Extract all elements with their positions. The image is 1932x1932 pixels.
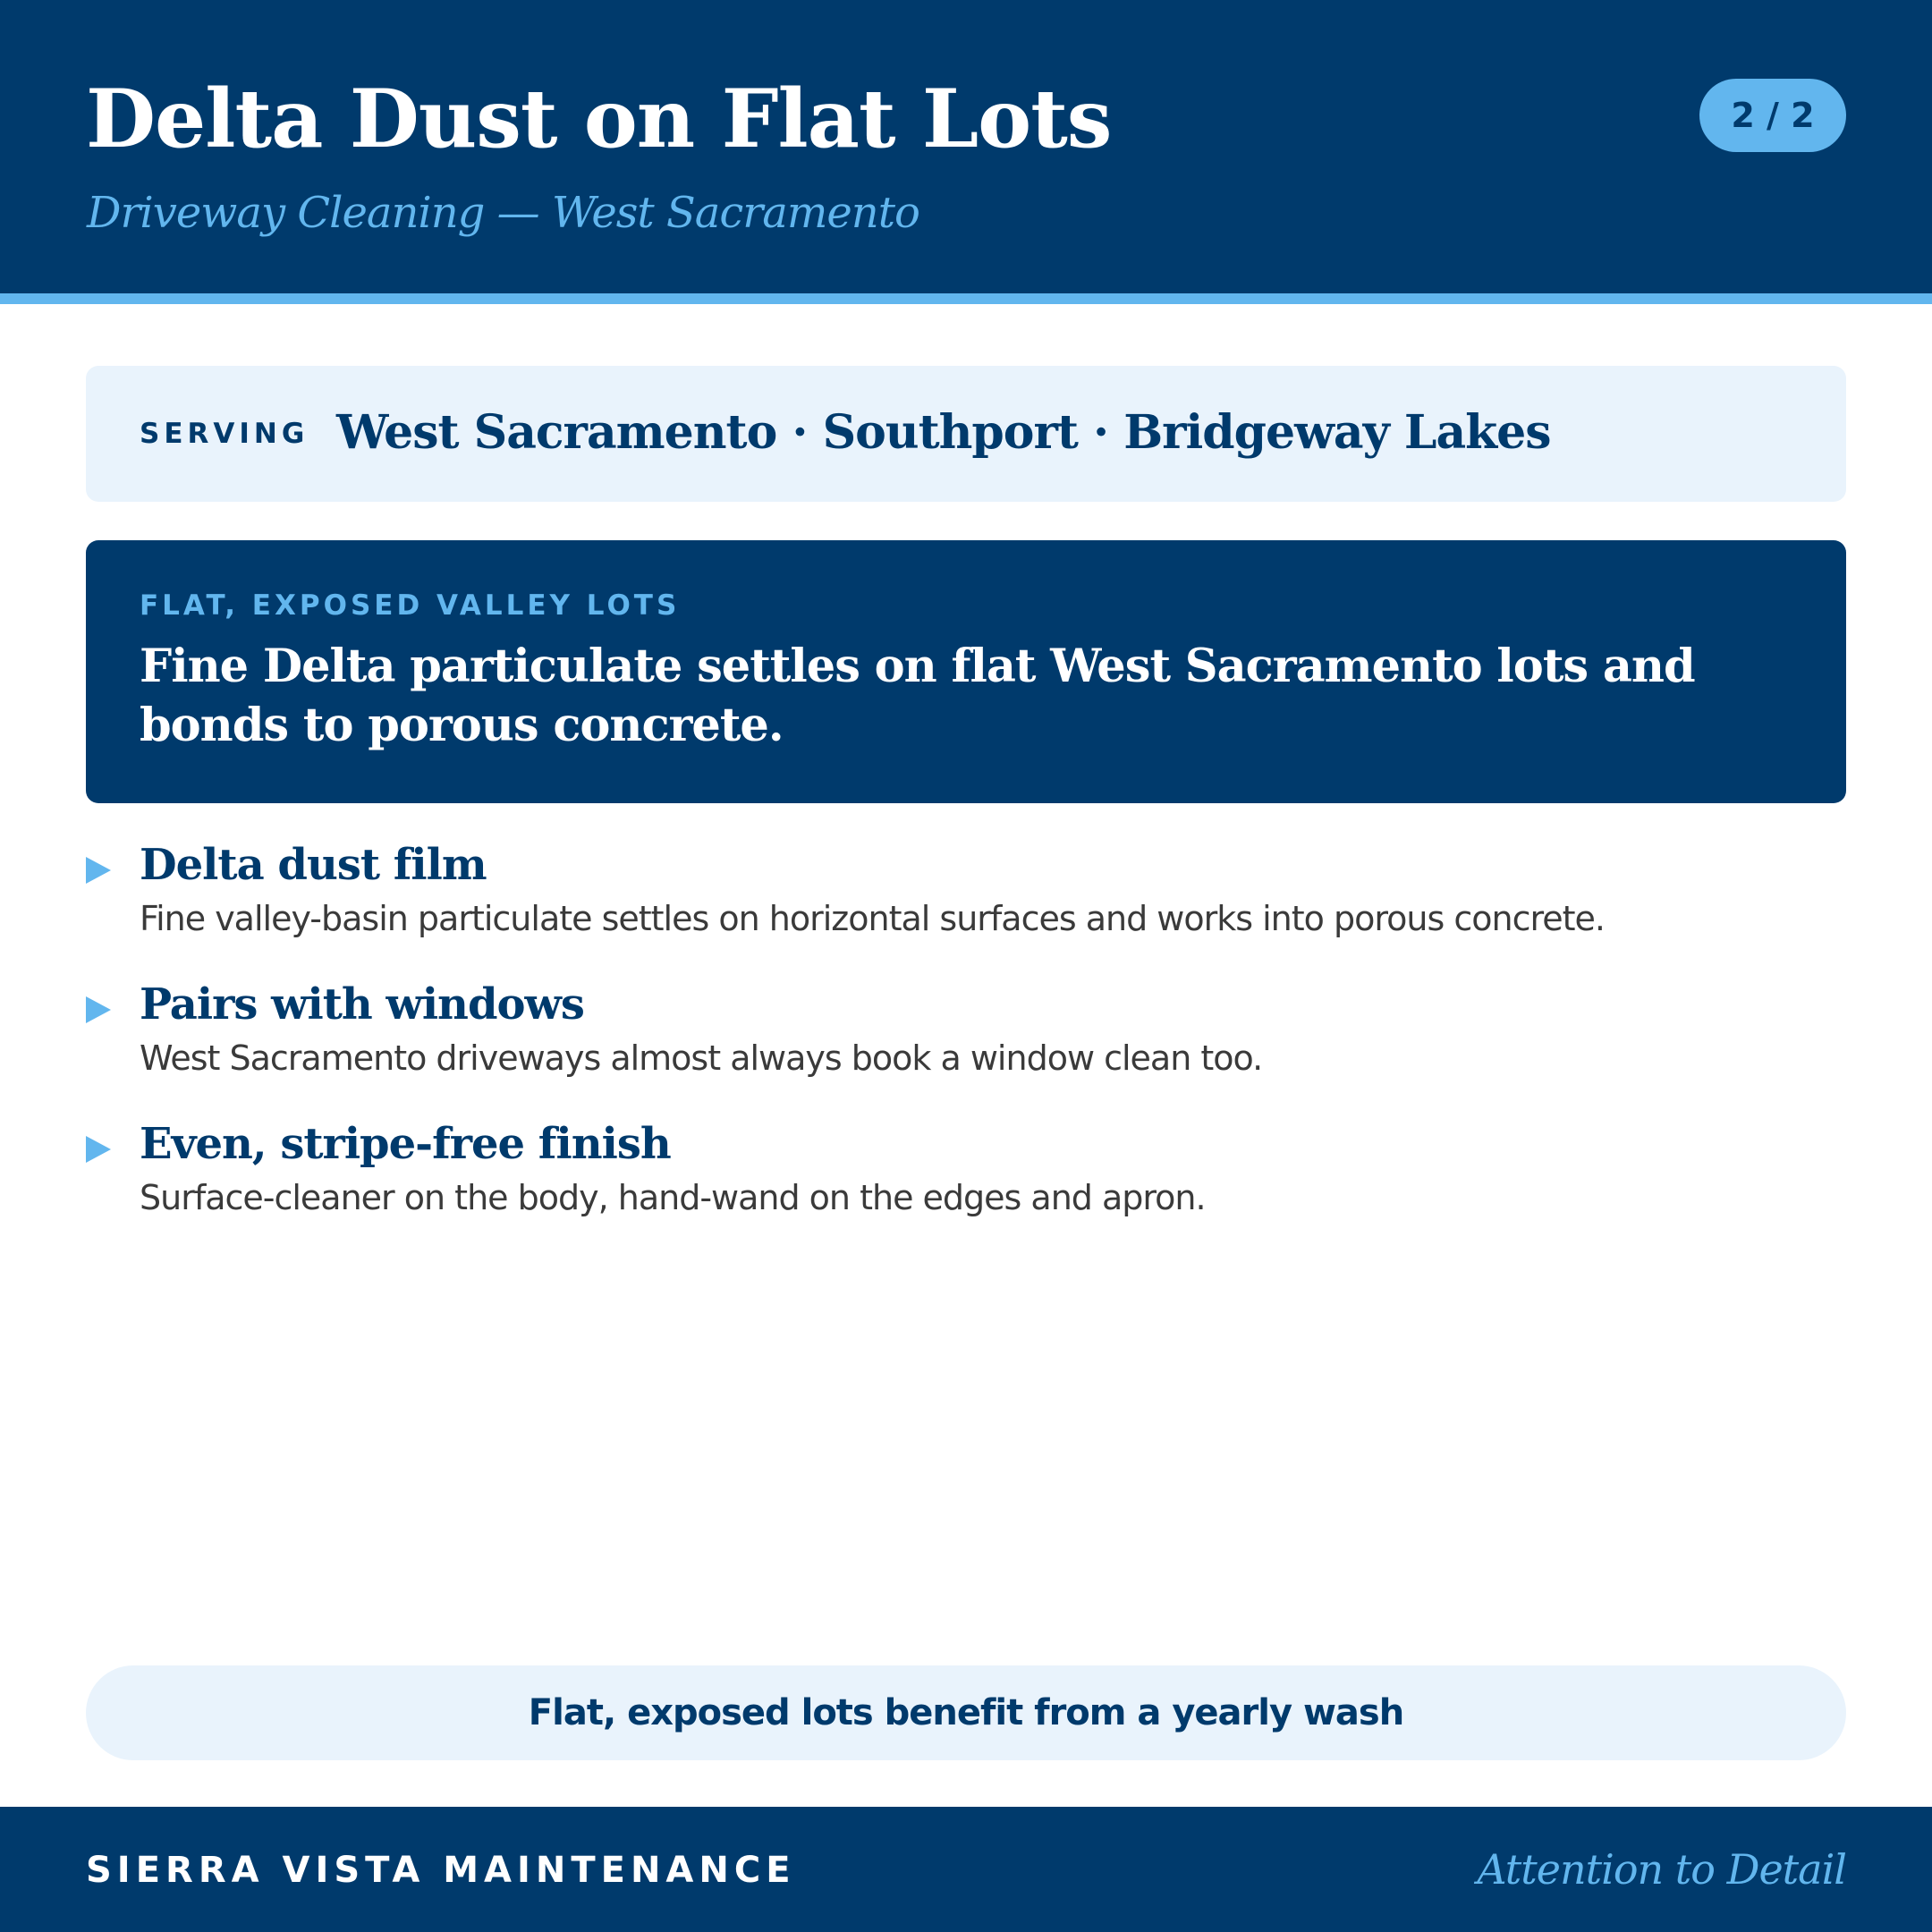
footer — [0, 1807, 1932, 1932]
callout-eyebrow: FLAT, EXPOSED VALLEY LOTS — [140, 589, 681, 622]
serving-area-panel — [86, 366, 1846, 502]
triangle-right-icon — [86, 1136, 111, 1163]
list-item-description: Surface-cleaner on the body, hand-wand on the edges and apron. — [140, 1178, 1206, 1217]
highlight-callout — [86, 540, 1846, 803]
list-item-title: Even, stripe-free finish — [140, 1119, 671, 1169]
list-item-title: Pairs with windows — [140, 979, 584, 1030]
list-item-description: West Sacramento driveways almost always book a window clean too. — [140, 1038, 1263, 1078]
list-item — [86, 975, 1846, 1109]
serving-label: SERVING — [140, 418, 309, 450]
triangle-right-icon — [86, 996, 111, 1023]
page-indicator-badge: 2 / 2 — [1699, 79, 1846, 152]
serving-areas: West Sacramento · Southport · Bridgeway Lakes — [336, 405, 1551, 460]
list-item — [86, 835, 1846, 970]
page-subtitle: Driveway Cleaning — West Sacramento — [87, 188, 919, 238]
cta-banner: Flat, exposed lots benefit from a yearly wash — [86, 1665, 1846, 1760]
list-item-title: Delta dust film — [140, 840, 487, 890]
list-item-description: Fine valley-basin particulate settles on horizontal surfaces and works into porous concrete. — [140, 899, 1606, 938]
brand-name: SIERRA VISTA MAINTENANCE — [86, 1850, 796, 1891]
list-item — [86, 1114, 1846, 1249]
header — [0, 0, 1932, 293]
brand-tagline: Attention to Detail — [1477, 1845, 1846, 1894]
header-accent-stripe — [0, 293, 1932, 304]
callout-text: Fine Delta particulate settles on flat West Sacramento lots and bonds to porous concrete. — [140, 640, 1695, 752]
triangle-right-icon — [86, 857, 111, 884]
page-title: Delta Dust on Flat Lots — [86, 72, 1112, 166]
